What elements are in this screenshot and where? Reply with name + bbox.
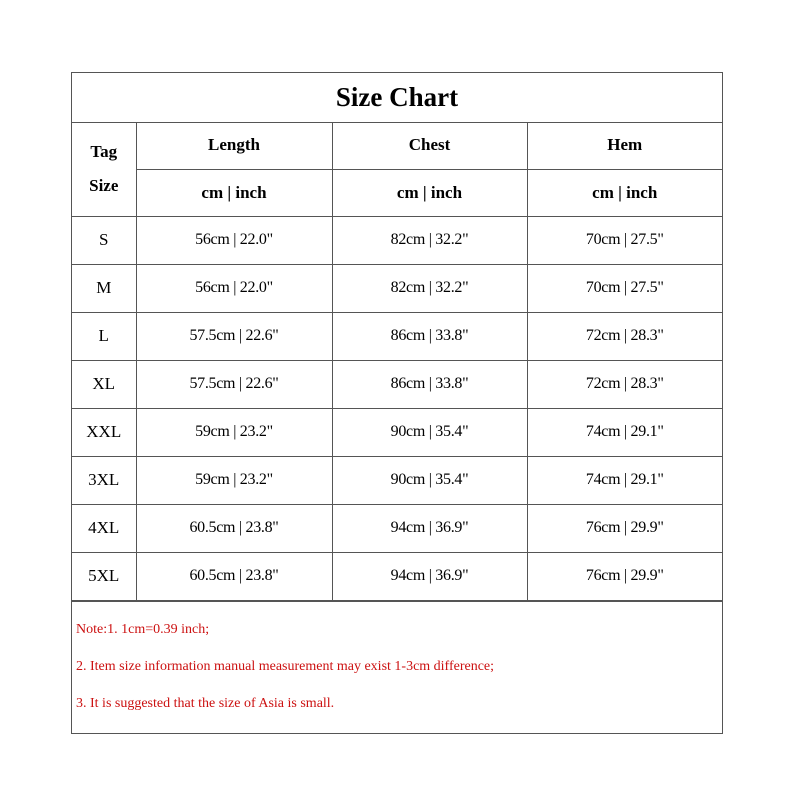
chest-cell: 90cm | 35.4"	[332, 456, 527, 504]
size-cell: S	[72, 216, 136, 264]
size-cell: 3XL	[72, 456, 136, 504]
chest-cell: 94cm | 36.9"	[332, 552, 527, 600]
note-3: 3. It is suggested that the size of Asia is small.	[76, 696, 335, 711]
chest-cell: 86cm | 33.8"	[332, 360, 527, 408]
chest-cell: 90cm | 35.4"	[332, 408, 527, 456]
length-cell: 60.5cm | 23.8"	[136, 504, 332, 552]
size-cell: M	[72, 264, 136, 312]
hem-cell: 74cm | 29.1"	[527, 456, 722, 504]
table-row	[72, 264, 722, 312]
table-row	[72, 360, 722, 408]
table-row	[72, 408, 722, 456]
chest-cell: 94cm | 36.9"	[332, 504, 527, 552]
size-table	[72, 122, 722, 601]
note-1: Note:1. 1cm=0.39 inch;	[76, 622, 210, 637]
chest-header: Chest	[332, 122, 527, 169]
table-row	[72, 504, 722, 552]
size-cell: 5XL	[72, 552, 136, 600]
size-chart-frame	[71, 72, 723, 734]
length-cell: 56cm | 22.0"	[136, 264, 332, 312]
size-cell: L	[72, 312, 136, 360]
size-label: Size	[89, 175, 119, 195]
chart-title: Size Chart	[72, 73, 722, 123]
table-row	[72, 552, 722, 600]
header-row	[72, 122, 722, 169]
size-cell: XXL	[72, 408, 136, 456]
hem-cell: 72cm | 28.3"	[527, 360, 722, 408]
hem-header: Hem	[527, 122, 722, 169]
table-row	[72, 216, 722, 264]
table-row	[72, 312, 722, 360]
hem-cell: 72cm | 28.3"	[527, 312, 722, 360]
size-rows	[72, 216, 722, 600]
hem-cell: 70cm | 27.5"	[527, 216, 722, 264]
chest-cell: 82cm | 32.2"	[332, 216, 527, 264]
tag-size-header	[72, 122, 136, 216]
hem-unit: cm | inch	[527, 169, 722, 216]
chest-cell: 86cm | 33.8"	[332, 312, 527, 360]
length-unit: cm | inch	[136, 169, 332, 216]
length-cell: 59cm | 23.2"	[136, 408, 332, 456]
chest-cell: 82cm | 32.2"	[332, 264, 527, 312]
hem-cell: 74cm | 29.1"	[527, 408, 722, 456]
hem-cell: 76cm | 29.9"	[527, 504, 722, 552]
chest-unit: cm | inch	[332, 169, 527, 216]
hem-cell: 76cm | 29.9"	[527, 552, 722, 600]
size-cell: 4XL	[72, 504, 136, 552]
length-cell: 56cm | 22.0"	[136, 216, 332, 264]
size-cell: XL	[72, 360, 136, 408]
length-header: Length	[136, 122, 332, 169]
tag-label: Tag	[90, 141, 118, 161]
hem-cell: 70cm | 27.5"	[527, 264, 722, 312]
table-row	[72, 456, 722, 504]
length-cell: 57.5cm | 22.6"	[136, 360, 332, 408]
length-cell: 59cm | 23.2"	[136, 456, 332, 504]
length-cell: 57.5cm | 22.6"	[136, 312, 332, 360]
unit-row	[72, 169, 722, 216]
length-cell: 60.5cm | 23.8"	[136, 552, 332, 600]
notes-section	[72, 601, 722, 733]
note-2: 2. Item size information manual measurement may exist 1-3cm difference;	[76, 659, 495, 674]
